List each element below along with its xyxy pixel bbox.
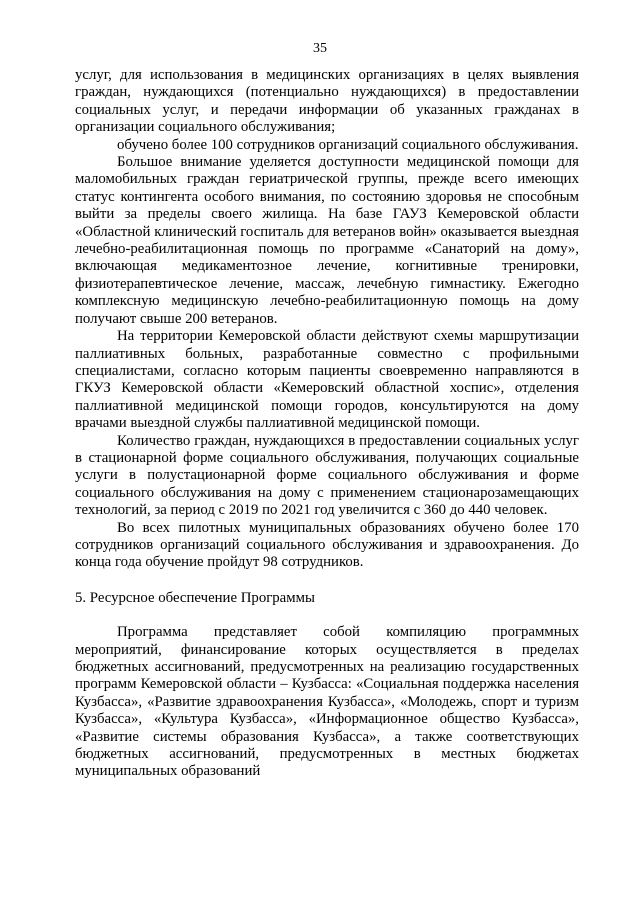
page-number: 35: [313, 41, 327, 56]
page-content: [75, 67, 579, 781]
paragraph-6: Во всех пилотных муниципальных образованиях обучено более 170 сотрудников организаций социального обслуживания и здравоохранения. До конца года обучение пройдут 98 сотрудников.: [75, 519, 579, 571]
paragraph-3: Большое внимание уделяется доступности медицинской помощи для маломобильных граждан гериатрической группы, прежде всего имеющих статус контингента особого внимания, по состоянию здоровья не способным выйти за пределы своего жилища. На базе ГАУЗ Кемеровской области «Областной клинический госпиталь для ветеранов войн» оказывается выездная лечебно-реабилитационная помощь по программе «Санаторий на дому», включающая медикаментозное лечение, когнитивные тренировки, физиотерапевтическое лечение, массаж, лечебную гимнастику. Ежегодно комплексную медицинскую лечебно-реабилитационную помощь на дому получают свыше 200 ветеранов.: [75, 154, 579, 327]
paragraph-7: Программа представляет собой компиляцию программных мероприятий, финансирование которых осуществляется в пределах бюджетных ассигнований, предусмотренных на реализацию государственных программ Кемеровской области – Кузбасса: «Социальная поддержка населения Кузбасса», «Развитие здравоохранения Кузбасса», «Молодежь, спорт и туризм Кузбасса», «Культура Кузбасса», «Информационное общество Кузбасса», «Развитие системы образования Кузбасса», а также соответствующих бюджетных ассигнований, предусмотренных в местных бюджетах муниципальных образований: [75, 624, 579, 780]
paragraph-4: На территории Кемеровской области действуют схемы маршрутизации паллиативных больных, разработанные совместно с профильными специалистами, согласно которым пациенты своевременно направляются в ГКУЗ Кемеровской области «Кемеровский областной хоспис», отделения паллиативной медицинской помощи городов, консультируются на дому врачами выездной службы паллиативной медицинской помощи.: [75, 328, 579, 432]
section-title: 5. Ресурсное обеспечение Программы: [75, 589, 315, 606]
paragraph-1: услуг, для использования в медицинских организациях в целях выявления граждан, нуждающихся (потенциально нуждающихся) в предоставлении социальных услуг, и передачи информации об указанных гражданах в организации социального обслуживания;: [75, 67, 579, 136]
paragraph-2: обучено более 100 сотрудников организаций социального обслуживания.: [117, 136, 579, 153]
paragraph-5: Количество граждан, нуждающихся в предоставлении социальных услуг в стационарной форме социального обслуживания, получающих социальные услуги в полустационарной форме социального обслуживания и форме социального обслуживания на дому с применением стационарозамещающих технологий, за период с 2019 по 2021 год увеличится с 360 до 440 человек.: [75, 432, 579, 519]
